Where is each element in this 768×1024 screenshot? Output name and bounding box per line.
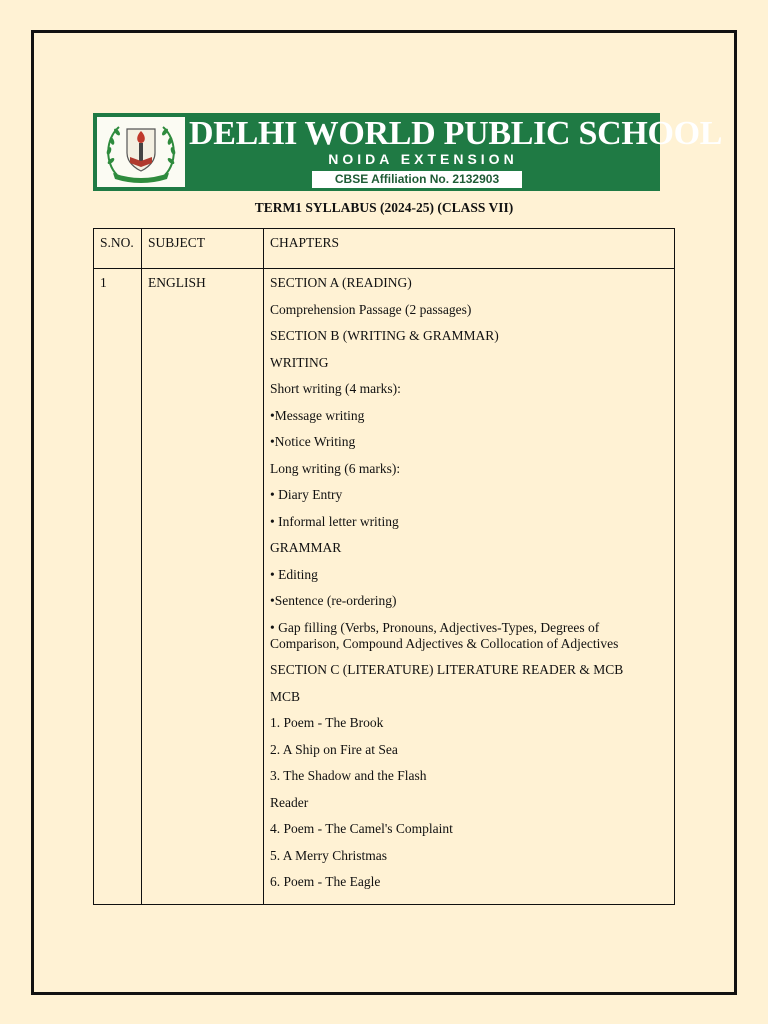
chapter-line: • Editing bbox=[270, 566, 318, 582]
chapter-line: SECTION B (WRITING & GRAMMAR) bbox=[270, 328, 499, 343]
chapter-line: 4. Poem - The Camel's Complaint bbox=[270, 821, 453, 836]
school-crest-icon bbox=[97, 117, 185, 187]
chapter-line: •Sentence (re-ordering) bbox=[270, 593, 397, 608]
syllabus-table bbox=[93, 228, 675, 905]
chapter-line: Long writing (6 marks): bbox=[270, 460, 401, 476]
cell-chapters bbox=[264, 269, 675, 905]
chapter-line: MCB bbox=[270, 688, 301, 704]
chapter-line: 5. A Merry Christmas bbox=[270, 847, 387, 863]
header-sno: S.NO. bbox=[94, 229, 142, 269]
table-header-row bbox=[94, 229, 675, 269]
cell-subject: ENGLISH bbox=[142, 269, 264, 905]
table-row bbox=[94, 269, 675, 905]
chapter-line: • Informal letter writing bbox=[270, 513, 399, 529]
chapter-line: 1. Poem - The Brook bbox=[270, 715, 384, 730]
chapter-line: Short writing (4 marks): bbox=[270, 381, 401, 396]
chapter-line: Reader bbox=[270, 794, 309, 810]
chapter-line: 2. A Ship on Fire at Sea bbox=[270, 741, 398, 757]
header-chapters: CHAPTERS bbox=[264, 229, 675, 269]
chapter-line: •Notice Writing bbox=[270, 434, 356, 449]
chapter-line: Comprehension Passage (2 passages) bbox=[270, 301, 472, 317]
school-logo bbox=[97, 117, 185, 187]
chapter-line: SECTION A (READING) bbox=[270, 275, 412, 290]
chapter-line: WRITING bbox=[270, 354, 329, 370]
chapter-line: •Message writing bbox=[270, 407, 365, 423]
cell-sno: 1 bbox=[94, 269, 142, 905]
chapter-line: GRAMMAR bbox=[270, 540, 342, 555]
header-subject: SUBJECT bbox=[142, 229, 264, 269]
chapter-line: 6. Poem - The Eagle bbox=[270, 874, 381, 889]
chapter-line: 3. The Shadow and the Flash bbox=[270, 768, 427, 783]
affiliation-badge: CBSE Affiliation No. 2132903 bbox=[312, 171, 522, 188]
document-title: TERM1 SYLLABUS (2024-25) (CLASS VII) bbox=[254, 200, 514, 215]
chapter-line: • Diary Entry bbox=[270, 487, 343, 502]
school-name: DELHI WORLD PUBLIC SCHOOL bbox=[189, 115, 723, 152]
campus-name: NOIDA EXTENSION bbox=[328, 151, 518, 167]
school-banner bbox=[93, 113, 723, 191]
chapter-line: SECTION C (LITERATURE) LITERATURE READER & MCB bbox=[270, 662, 624, 677]
chapter-line: • Gap filling (Verbs, Pronouns, Adjectives-Types, Degrees of Comparison, Compound Adjectives & Collocation of Adjectives bbox=[270, 619, 619, 651]
